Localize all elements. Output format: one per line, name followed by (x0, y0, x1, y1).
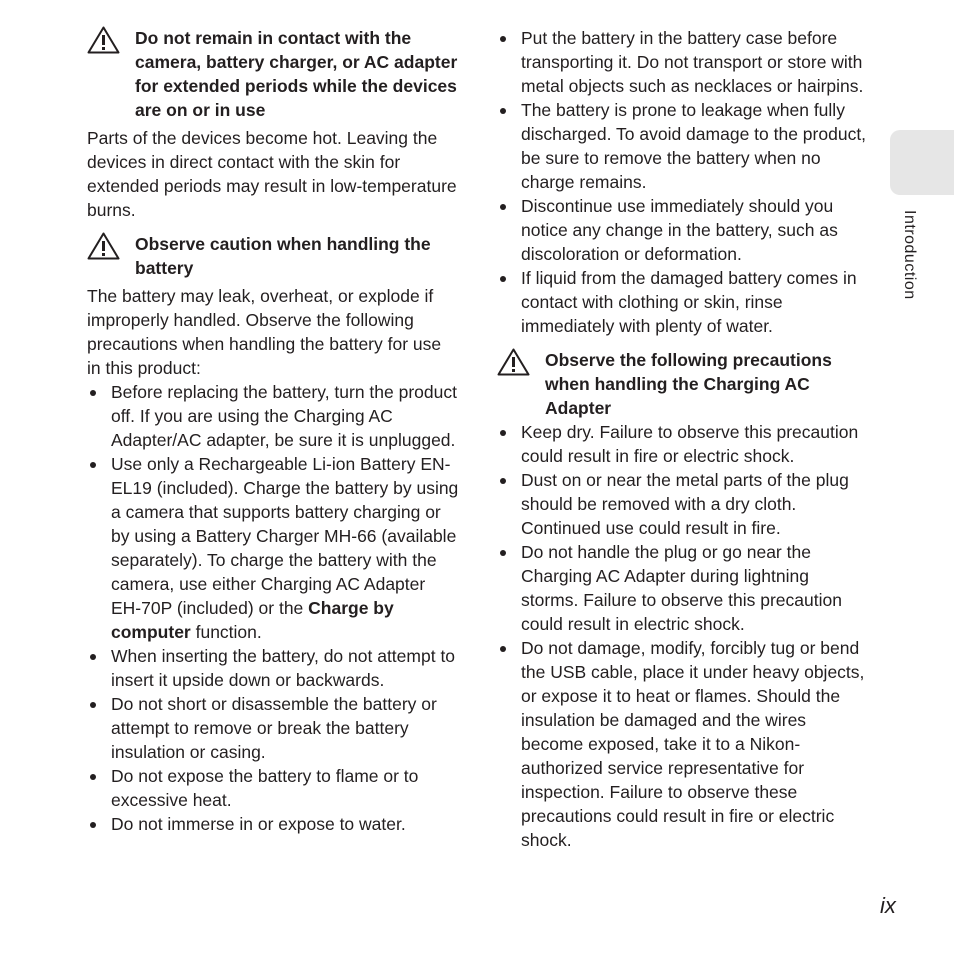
list-item (497, 26, 869, 98)
warning-heading-text: Observe the following precautions when handling the Charging AC Adapter (545, 350, 832, 418)
section-tab-label: Introduction (901, 210, 918, 300)
warning-heading-contact (87, 26, 459, 122)
list-item (87, 452, 459, 644)
list-item-text-tail: function. (190, 622, 262, 642)
list-item-text: If liquid from the damaged battery comes in contact with clothing or skin, rinse immediately with plenty of water. (521, 268, 857, 336)
warning-triangle-icon (87, 26, 120, 54)
list-item-text: Do not expose the battery to flame or to excessive heat. (111, 766, 419, 810)
bullet-icon (90, 822, 96, 828)
list-item-text: The battery is prone to leakage when fully discharged. To avoid damage to the product, be sure to remove the battery when no charge remains. (521, 100, 867, 192)
ac-adapter-precautions-list (497, 420, 869, 852)
bullet-icon (500, 36, 506, 42)
warning-triangle-icon (497, 348, 530, 376)
bullet-icon (500, 646, 506, 652)
battery-precautions-list-continued (497, 26, 869, 338)
warning-body-battery: The battery may leak, overheat, or explode if improperly handled. Observe the following precautions when handling the battery for use in this product: (87, 286, 442, 378)
list-item-text: When inserting the battery, do not attempt to insert it upside down or backwards. (111, 646, 456, 690)
list-item-text: Use only a Rechargeable Li-ion Battery EN-EL19 (included). Charge the battery by using a camera that supports battery charging or by using a Battery Charger MH-66 (available separately). To charge the battery with the camera, use either Charging AC Adapter EH-70P (included) or the (111, 454, 459, 618)
bullet-icon (90, 702, 96, 708)
bullet-icon (500, 430, 506, 436)
list-item (497, 194, 869, 266)
list-item-text: Put the battery in the battery case before transporting it. Do not transport or store with metal objects such as necklaces or hairpins. (521, 28, 864, 96)
warning-heading-text: Observe caution when handling the battery (135, 234, 431, 278)
bullet-icon (500, 550, 506, 556)
bullet-icon (90, 390, 96, 396)
list-item (497, 540, 869, 636)
warning-heading-ac-adapter (497, 348, 869, 420)
list-item (87, 644, 459, 692)
list-item-text: Keep dry. Failure to observe this precaution could result in fire or electric shock. (521, 422, 859, 466)
list-item (497, 98, 869, 194)
list-item-text: Do not short or disassemble the battery or attempt to remove or break the battery insulation or casing. (111, 694, 437, 762)
list-item-text: Discontinue use immediately should you notice any change in the battery, such as discoloration or deformation. (521, 196, 838, 264)
bullet-icon (500, 478, 506, 484)
list-item-text: Do not handle the plug or go near the Charging AC Adapter during lightning storms. Failure to observe this precaution could result in electric shock. (521, 542, 842, 634)
list-item-text: Before replacing the battery, turn the product off. If you are using the Charging AC Adapter/AC adapter, be sure it is unplugged. (111, 382, 457, 450)
bullet-icon (500, 276, 506, 282)
bold-menu-term: Charge by computer (111, 598, 394, 642)
list-item (497, 420, 869, 468)
bullet-icon (90, 774, 96, 780)
list-item (497, 266, 869, 338)
list-item (87, 692, 459, 764)
page-number: ix (880, 893, 896, 918)
list-item-text: Do not immerse in or expose to water. (111, 814, 406, 834)
list-item-text: Dust on or near the metal parts of the plug should be removed with a dry cloth. Continued use could result in fire. (521, 470, 849, 538)
list-item (497, 636, 869, 852)
bullet-icon (500, 204, 506, 210)
warning-body-contact: Parts of the devices become hot. Leaving the devices in direct contact with the skin for extended periods may result in low-temperature burns. (87, 128, 457, 220)
battery-precautions-list (87, 380, 459, 836)
list-item (87, 764, 459, 812)
warning-heading-text: Do not remain in contact with the camera, battery charger, or AC adapter for extended periods while the devices are on or in use (135, 28, 458, 120)
bullet-icon (500, 108, 506, 114)
bullet-icon (90, 462, 96, 468)
section-tab (890, 130, 954, 195)
warning-triangle-icon (87, 232, 120, 260)
left-column (87, 26, 459, 836)
list-item (87, 380, 459, 452)
list-item (87, 812, 459, 836)
list-item (497, 468, 869, 540)
right-column (497, 26, 869, 852)
list-item-text: Do not damage, modify, forcibly tug or bend the USB cable, place it under heavy objects, or expose it to heat or flames. Should the insulation be damaged and the wires become exposed, take it to a Nikon-authorized service representative for inspection. Failure to observe these precautions could result in fire or electric shock. (521, 638, 865, 850)
bullet-icon (90, 654, 96, 660)
warning-heading-battery (87, 232, 459, 280)
